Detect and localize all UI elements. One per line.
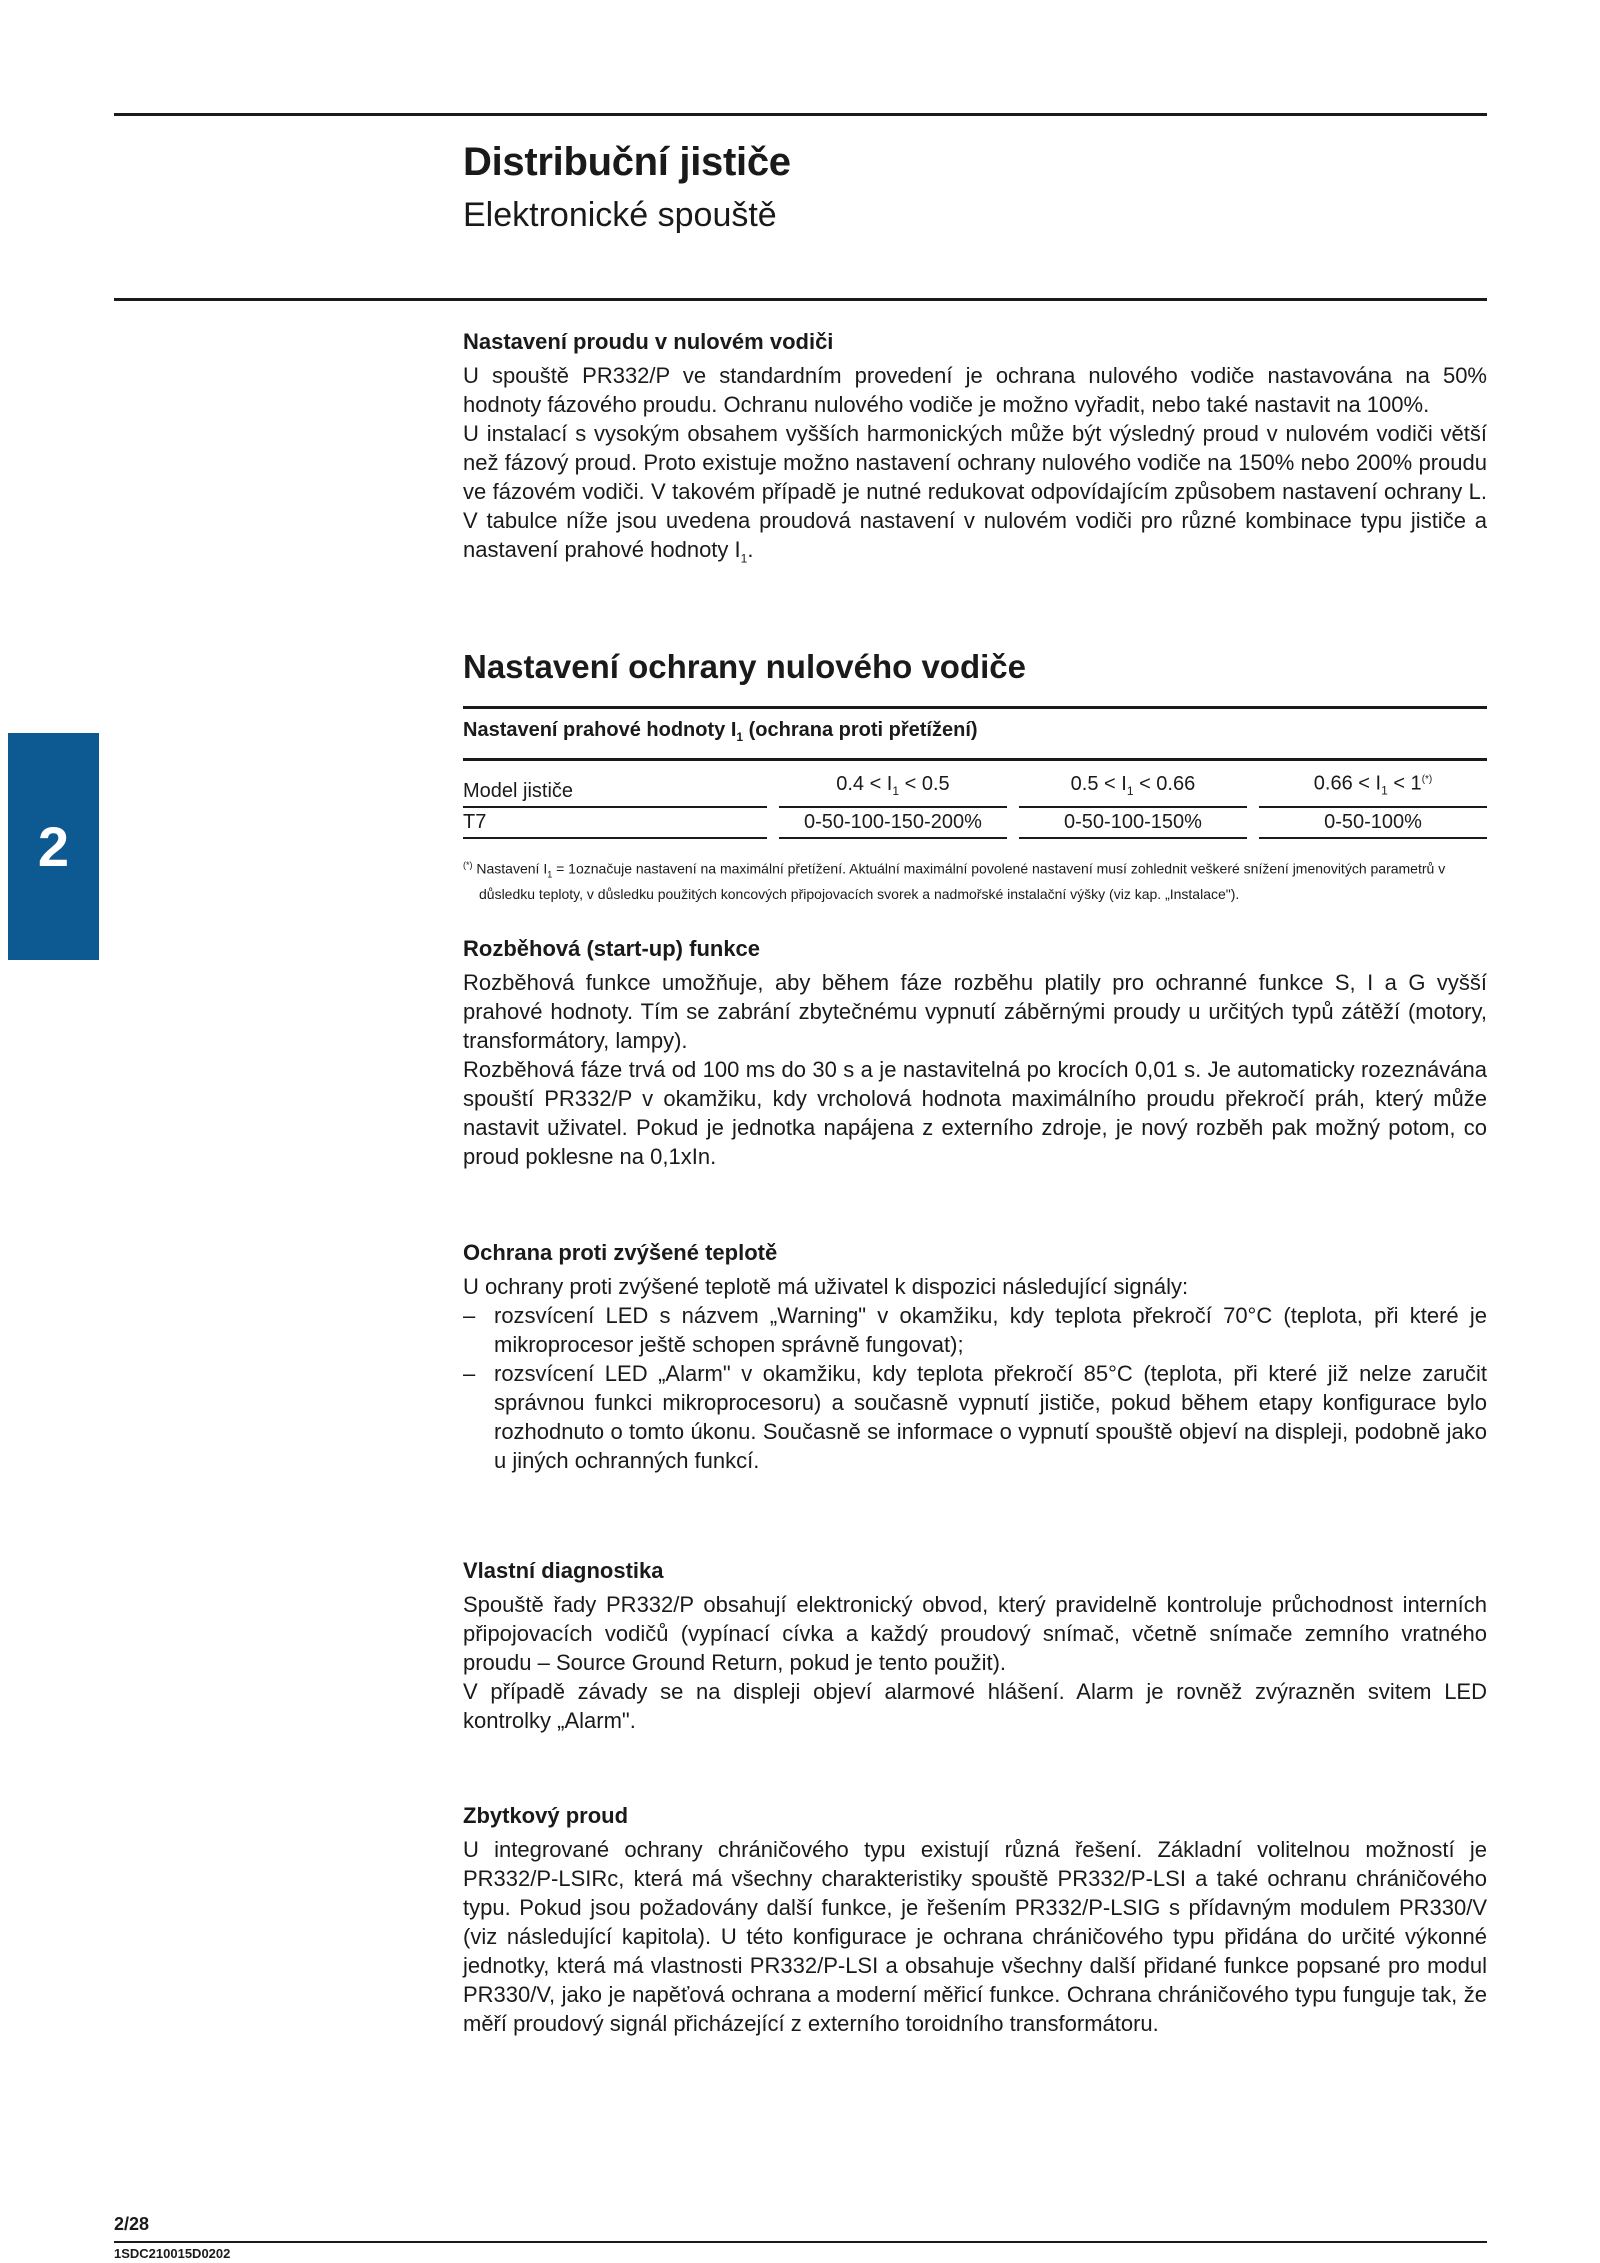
- section-heading: Nastavení proudu v nulovém vodiči: [463, 329, 834, 354]
- table-cell: 0-50-100-150%: [1019, 808, 1247, 839]
- footer-rule: [114, 2241, 1487, 2243]
- section-heading: Vlastní diagnostika: [463, 1558, 664, 1583]
- top-rule: [114, 113, 1487, 116]
- table-footnote: (*) Nastavení $I_1$ = 1označuje nastavení na maximální přetížení. Aktuální maximální povolené nastavení musí zohlednit veškeré snížení jmenovitých parametrů v důsledku teploty, v důsledku použitých koncových připojovacích svorek a nadmořské instalační výšky (viz kap. „Instalace").: [463, 859, 1446, 903]
- paragraph: U spouště PR332/P ve standardním provedení je ochrana nulového vodiče nastavována na 50% hodnoty fázového proudu. Ochranu nulového vodiče je možno vyřadit, nebo také nastavit na 100%.: [463, 363, 1487, 417]
- table-cell-model: T7: [463, 808, 767, 839]
- header-cell: $0.5 < I_1 < 0.66$: [1019, 765, 1247, 808]
- paragraph-text: U instalací s vysokým obsahem vyšších harmonických může být výsledný proud v nulovém vodiči větší než fázový proud. Proto existuje možno nastavení ochrany nulového vodiče na 150% nebo 200% proudu ve fázovém vodiči. V takovém případě je nutné redukovat odpovídajícím způsobem nastavení ochrany L. V tabulce níže jsou uvedena proudová nastavení v nulovém vodiči pro různé kombinace typu jističe a nastavení prahové hodnoty I: [463, 421, 1487, 562]
- table-cell: 0-50-100-150-200%: [779, 808, 1007, 839]
- caption-text: Nastavení prahové hodnoty I: [463, 719, 737, 741]
- table-heading-rule: [463, 706, 1487, 709]
- paragraph: Rozběhová fáze trvá od 100 ms do 30 s a je nastavitelná po krocích 0,01 s. Je automaticky rozeznávána spouští PR332/P v okamžiku, kdy vrcholová hodnota maximálního proudu překročí práh, který může nastavit uživatel. Pokud je jednotka napájena z externího zdroje, je nový rozběh pak možný potom, co proud poklesne na 0,1xIn.: [463, 1057, 1487, 1169]
- table-caption: [463, 716, 1487, 761]
- chapter-tab: 2: [8, 733, 99, 960]
- section-heading: Rozběhová (start-up) funkce: [463, 936, 761, 961]
- section-heading: Ochrana proti zvýšené teplotě: [463, 1240, 778, 1265]
- paragraph: U integrované ochrany chráničového typu existují různá řešení. Základní volitelnou možností je PR332/P-LSIRc, která má všechny charakteristiky spouště PR332/P-LSI a také ochranu chráničového typu. Pokud jsou požadovány další funkce, je řešením PR332/P-LSIG s přídavným modulem PR330/V (viz následující kapitola). U této konfigurace je ochrana chráničového typu přidána do určité výkonné jednotky, která má vlastnosti PR332/P-LSI a obsahuje všechny další přidané funkce popsané pro modul PR330/V, jako je napěťová ochrana a moderní měřicí funkce. Ochrana chráničového typu funguje tak, že měří proudový signál přicházející z externího toroidního transformátoru.: [463, 1837, 1487, 2036]
- paragraph: Spouště řady PR332/P obsahují elektronický obvod, který pravidelně kontroluje průchodnost interních připojovacích vodičů (vypínací cívka a každý proudový snímač, včetně snímače zemního vratného proudu – Source Ground Return, pokud je tento použit).: [463, 1592, 1487, 1675]
- header-bottom-rule: [114, 298, 1487, 301]
- document-code: 1SDC210015D0202: [114, 2246, 231, 2261]
- table-header-row: [463, 765, 1487, 808]
- neutral-settings-table: [463, 765, 1487, 839]
- paragraph: U ochrany proti zvýšené teplotě má uživatel k dispozici následující signály:: [463, 1274, 1189, 1299]
- paragraph-text: .: [747, 537, 754, 562]
- table-row: [463, 808, 1487, 839]
- table-cell: 0-50-100%: [1259, 808, 1487, 839]
- paragraph: [463, 419, 1487, 573]
- paragraph: V případě závady se na displeji objeví alarmové hlášení. Alarm je rovněž zvýrazněn svitem LED kontrolky „Alarm".: [463, 1679, 1487, 1733]
- signal-list: [463, 1301, 1487, 1475]
- subscript: 1: [740, 551, 748, 566]
- page-number: 2/28: [114, 2214, 150, 2234]
- header-cell-model: Model jističe: [463, 765, 767, 808]
- subscript: 1: [736, 730, 744, 744]
- list-item: – rozsvícení LED „Alarm" v okamžiku, kdy teplota překročí 85°C (teplota, při které již nelze zaručit správnou funkci mikroprocesoru) a současně vypnutí jističe, pokud během etapy konfigurace bylo rozhodnuto o tomto úkonu. Současně se informace o vypnutí spouště objeví na displeji, podobně jako u jiných ochranných funkcí.: [463, 1361, 1487, 1473]
- header-cell: $0.66 < I_1 < 1^{(*)}$: [1259, 765, 1487, 808]
- section-over-temperature: [463, 1238, 1487, 1475]
- paragraph: Rozběhová funkce umožňuje, aby během fáze rozběhu platily pro ochranné funkce S, I a G vyšší prahové hodnoty. Tím se zabrání zbytečnému vypnutí záběrnými proudy u určitých typů zátěží (motory, transformátory, lampy).: [463, 970, 1487, 1053]
- section-neutral-current: [463, 327, 1487, 573]
- page-subtitle: Elektronické spouště: [463, 196, 777, 234]
- section-startup: [463, 934, 1487, 1171]
- list-item: – rozsvícení LED s názvem „Warning" v okamžiku, kdy teplota překročí 70°C (teplota, při které je mikroprocesor ještě schopen správně fungovat);: [463, 1303, 1487, 1357]
- section-residual-current: [463, 1801, 1487, 2038]
- page-title: Distribuční jističe: [463, 140, 791, 184]
- header-cell: $0.4 < I_1 < 0.5$: [779, 765, 1007, 808]
- caption-text: (ochrana proti přetížení): [743, 719, 978, 741]
- section-heading: Zbytkový proud: [463, 1803, 629, 1828]
- neutral-settings-table-block: [463, 716, 1487, 904]
- section-self-diagnostics: [463, 1556, 1487, 1735]
- table-section-heading: Nastavení ochrany nulového vodiče: [463, 648, 1026, 685]
